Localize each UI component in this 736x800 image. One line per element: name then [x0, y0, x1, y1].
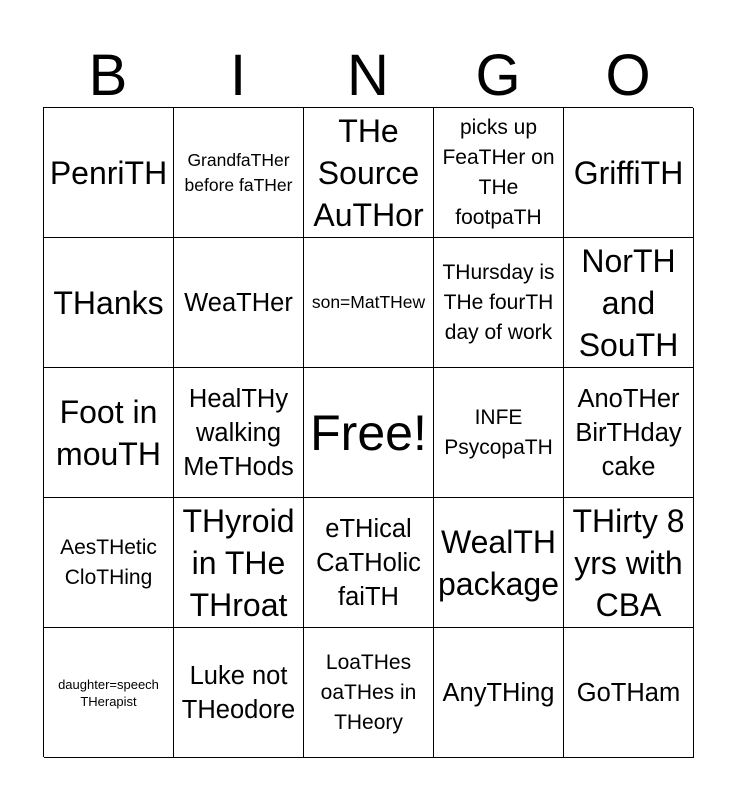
cell-label: Foot in mouTH	[56, 393, 161, 472]
bingo-cell-r3-c1[interactable]	[174, 498, 304, 628]
cell-label: THanks	[53, 284, 164, 321]
header-letter-b: B	[88, 43, 128, 108]
cell-label: THyroid in THe THroat	[182, 502, 295, 623]
cell-label: son=MatTHew	[311, 292, 426, 312]
cell-label: WeaTHer	[184, 288, 293, 317]
bingo-cell-r1-c4[interactable]	[564, 238, 694, 368]
cell-label: eTHical CaTHolic faiTH	[316, 514, 421, 611]
cell-label: HealTHy walking MeTHods	[183, 384, 294, 481]
header-letter-o: O	[605, 43, 651, 108]
header-letter-n: N	[347, 43, 389, 108]
cell-label: GrandfaTHer before faTHer	[184, 149, 293, 195]
free-space-label: Free!	[310, 404, 427, 461]
bingo-cell-r0-c1[interactable]	[174, 108, 304, 238]
bingo-cell-r2-c0[interactable]	[44, 368, 174, 498]
cell-label: WealTH package	[438, 523, 559, 602]
cell-label: LoaTHes oaTHes in THeory	[320, 650, 417, 734]
bingo-cell-r3-c3[interactable]	[434, 498, 564, 628]
header-letter-g: G	[475, 43, 521, 108]
cell-label: GriffiTH	[573, 154, 684, 191]
bingo-cell-r0-c2[interactable]	[304, 108, 434, 238]
cell-label: INFE PsycopaTH	[444, 405, 553, 459]
cell-label: NorTH and SouTH	[578, 242, 679, 363]
bingo-cell-r1-c0[interactable]	[44, 238, 174, 368]
cell-label: Luke not THeodore	[181, 661, 296, 724]
bingo-cell-r4-c2[interactable]	[304, 628, 434, 758]
cell-label: PenriTH	[49, 154, 168, 191]
cell-label: AnoTHer BirTHday cake	[575, 384, 682, 481]
bingo-card	[43, 107, 693, 757]
bingo-cell-r2-c1[interactable]	[174, 368, 304, 498]
cell-label: picks up FeaTHer on THe footpaTH	[442, 115, 555, 229]
cell-label: GoTHam	[576, 678, 681, 707]
bingo-cell-r1-c3[interactable]	[434, 238, 564, 368]
bingo-cell-free[interactable]	[304, 368, 434, 498]
bingo-cell-r4-c3[interactable]	[434, 628, 564, 758]
bingo-cell-r2-c3[interactable]	[434, 368, 564, 498]
cell-label: THursday is THe fourTH day of work	[442, 260, 555, 344]
cell-label: THe Source AuTHor	[313, 112, 424, 233]
cell-label: THirty 8 yrs with CBA	[572, 502, 685, 623]
bingo-cell-r4-c4[interactable]	[564, 628, 694, 758]
bingo-cell-r4-c1[interactable]	[174, 628, 304, 758]
bingo-header	[43, 44, 693, 108]
bingo-cell-r0-c4[interactable]	[564, 108, 694, 238]
cell-label: AesTHetic CloTHing	[60, 535, 157, 589]
bingo-cell-r1-c2[interactable]	[304, 238, 434, 368]
bingo-cell-r1-c1[interactable]	[174, 238, 304, 368]
bingo-cell-r0-c3[interactable]	[434, 108, 564, 238]
bingo-cell-r3-c2[interactable]	[304, 498, 434, 628]
bingo-cell-r3-c4[interactable]	[564, 498, 694, 628]
bingo-cell-r0-c0[interactable]	[44, 108, 174, 238]
header-letter-i: I	[229, 43, 247, 108]
bingo-cell-r4-c0[interactable]	[44, 628, 174, 758]
cell-label: AnyTHing	[442, 678, 555, 707]
bingo-cell-r2-c4[interactable]	[564, 368, 694, 498]
cell-label: daughter=speech THerapist	[58, 676, 159, 709]
bingo-cell-r3-c0[interactable]	[44, 498, 174, 628]
